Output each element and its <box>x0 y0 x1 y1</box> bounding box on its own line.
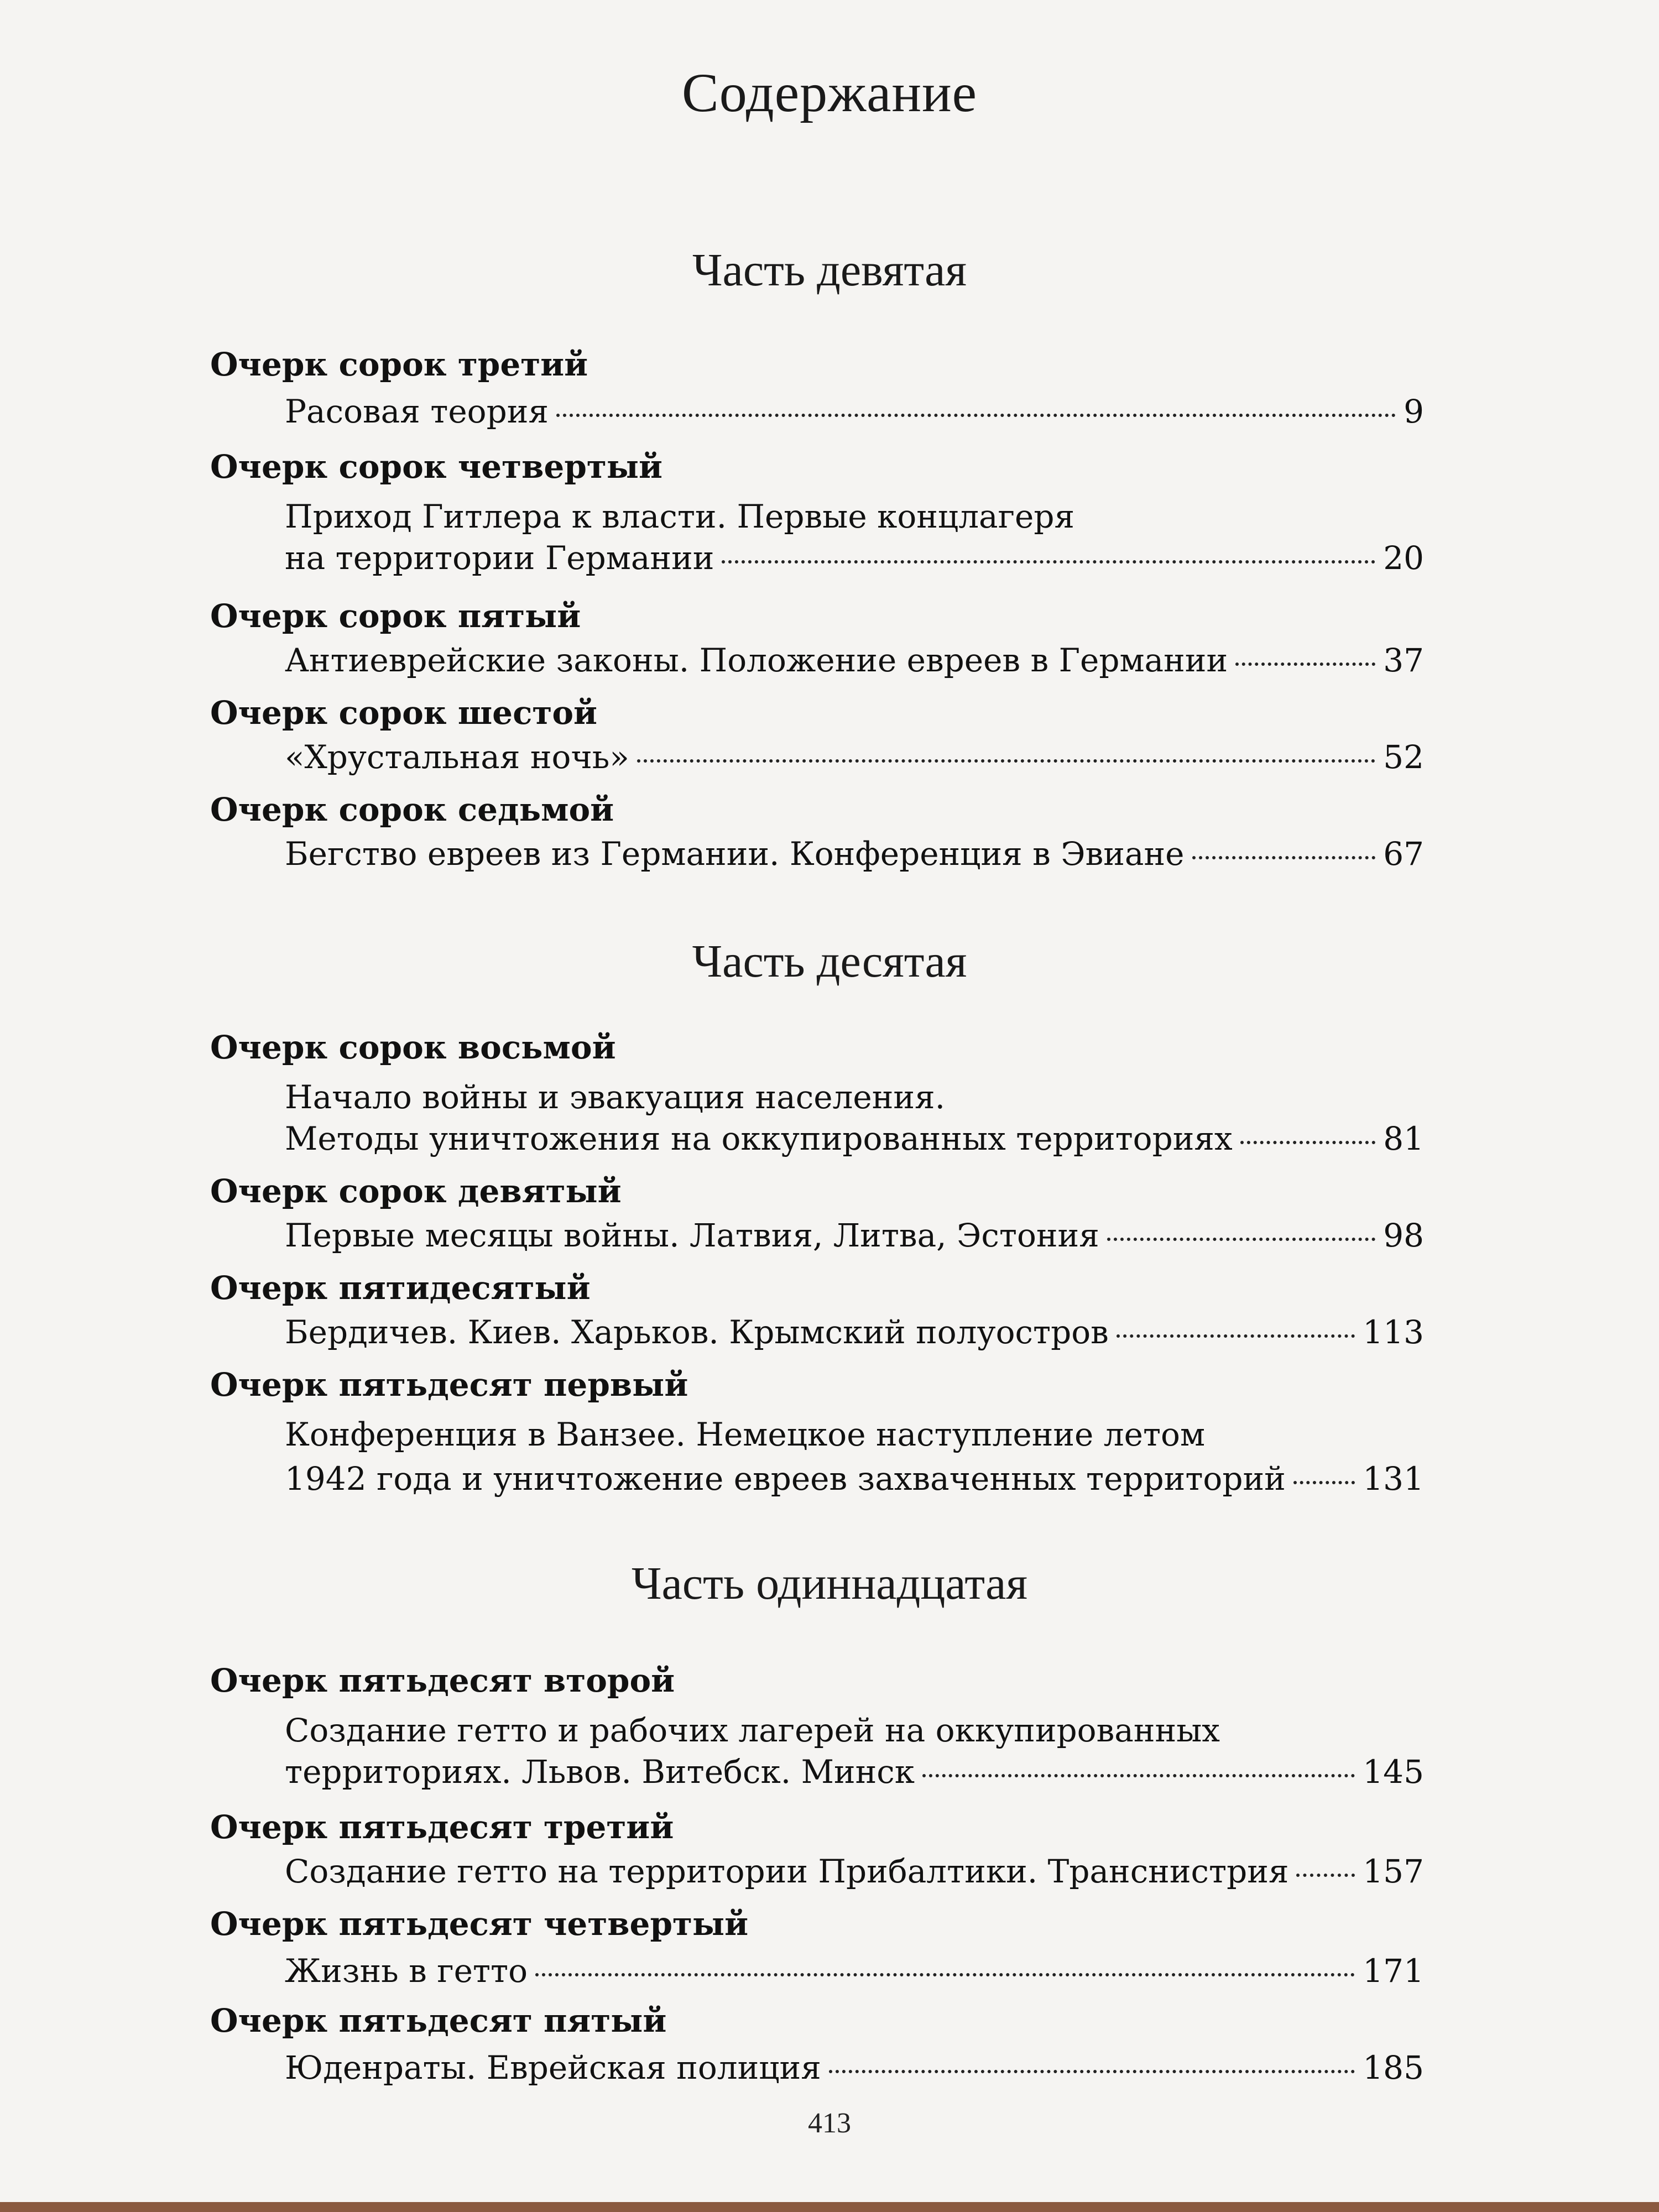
entry-title: Расовая теория <box>285 393 549 430</box>
entry-title: Методы уничтожения на оккупированных территориях <box>285 1120 1233 1157</box>
entry-page-number: 67 <box>1383 835 1424 873</box>
toc-entry-line <box>285 1853 1424 1897</box>
page-bottom-edge <box>0 2202 1659 2212</box>
toc-entry-line <box>285 539 1424 583</box>
toc-entry-line <box>285 1120 1424 1164</box>
entry-title: Создание гетто на территории Прибалтики. Транснистрия <box>285 1853 1289 1890</box>
essay-heading: Очерк сорок третий <box>210 346 588 383</box>
dot-leader <box>922 1774 1355 1777</box>
entry-page-number: 131 <box>1363 1460 1424 1498</box>
entry-page-number: 185 <box>1363 2049 1424 2086</box>
entry-title: Начало войны и эвакуация населения. <box>285 1078 946 1116</box>
toc-entry-line <box>285 1313 1424 1358</box>
essay-heading: Очерк пятьдесят третий <box>210 1808 674 1846</box>
essay-heading: Очерк пятидесятый <box>210 1269 591 1307</box>
toc-entry-line <box>285 1460 1424 1504</box>
entry-page-number: 171 <box>1363 1952 1424 1990</box>
entry-title: Конференция в Ванзее. Немецкое наступление летом <box>285 1416 1206 1453</box>
essay-heading: Очерк сорок восьмой <box>210 1029 616 1066</box>
essay-heading: Очерк сорок пятый <box>210 597 581 635</box>
entry-title: 1942 года и уничтожение евреев захваченных территорий <box>285 1460 1286 1498</box>
toc-entry-line <box>285 1217 1424 1261</box>
essay-heading: Очерк сорок девятый <box>210 1172 622 1210</box>
dot-leader <box>556 414 1396 417</box>
entry-page-number: 81 <box>1383 1120 1424 1157</box>
toc-entry-line <box>285 641 1424 686</box>
entry-page-number: 113 <box>1363 1313 1424 1351</box>
page-title: Содержание <box>682 62 977 123</box>
part-title: Часть десятая <box>692 936 967 987</box>
dot-leader <box>1235 662 1375 666</box>
toc-entry-line <box>285 2049 1424 2093</box>
entry-title: Приход Гитлера к власти. Первые концлагеря <box>285 498 1075 535</box>
dot-leader <box>1296 1874 1355 1877</box>
part-title: Часть девятая <box>692 244 967 296</box>
entry-title: Создание гетто и рабочих лагерей на оккупированных <box>285 1712 1220 1749</box>
entry-page-number: 20 <box>1383 539 1424 577</box>
essay-heading: Очерк пятьдесят второй <box>210 1662 675 1699</box>
entry-page-number: 52 <box>1383 738 1424 776</box>
entry-title: Бегство евреев из Германии. Конференция в Эвиане <box>285 835 1185 873</box>
essay-heading: Очерк сорок четвертый <box>210 448 662 486</box>
dot-leader <box>1107 1238 1375 1241</box>
entry-title: Юденраты. Еврейская полиция <box>285 2049 821 2086</box>
essay-heading: Очерк пятьдесят первый <box>210 1366 688 1404</box>
essay-heading: Очерк пятьдесят пятый <box>210 2002 667 2039</box>
dot-leader <box>722 560 1375 564</box>
toc-entry-line <box>285 738 1424 782</box>
toc-entry-line <box>285 1753 1424 1797</box>
entry-page-number: 9 <box>1404 393 1424 430</box>
entry-title: «Хрустальная ночь» <box>285 738 629 776</box>
dot-leader <box>535 1973 1355 1976</box>
entry-page-number: 37 <box>1383 641 1424 679</box>
entry-title: Бердичев. Киев. Харьков. Крымский полуостров <box>285 1313 1109 1351</box>
entry-title: Первые месяцы войны. Латвия, Литва, Эстония <box>285 1217 1099 1254</box>
dot-leader <box>1293 1481 1355 1484</box>
essay-heading: Очерк сорок седьмой <box>210 791 614 828</box>
page-number: 413 <box>808 2107 851 2139</box>
toc-entry-line <box>285 393 1424 437</box>
essay-heading: Очерк пятьдесят четвертый <box>210 1905 749 1943</box>
dot-leader <box>829 2070 1355 2073</box>
toc-entry-line <box>285 1952 1424 1996</box>
dot-leader <box>1117 1334 1355 1338</box>
essay-heading: Очерк сорок шестой <box>210 694 598 732</box>
entry-title: Жизнь в гетто <box>285 1952 528 1990</box>
entry-page-number: 157 <box>1363 1853 1424 1890</box>
entry-page-number: 98 <box>1383 1217 1424 1254</box>
dot-leader <box>637 759 1375 763</box>
dot-leader <box>1240 1141 1375 1144</box>
dot-leader <box>1192 856 1376 859</box>
entry-page-number: 145 <box>1363 1753 1424 1791</box>
part-title: Часть одиннадцатая <box>631 1558 1028 1609</box>
entry-title: на территории Германии <box>285 539 714 577</box>
entry-title: территориях. Львов. Витебск. Минск <box>285 1753 915 1791</box>
entry-title: Антиеврейские законы. Положение евреев в Германии <box>285 641 1228 679</box>
toc-entry-line <box>285 835 1424 879</box>
